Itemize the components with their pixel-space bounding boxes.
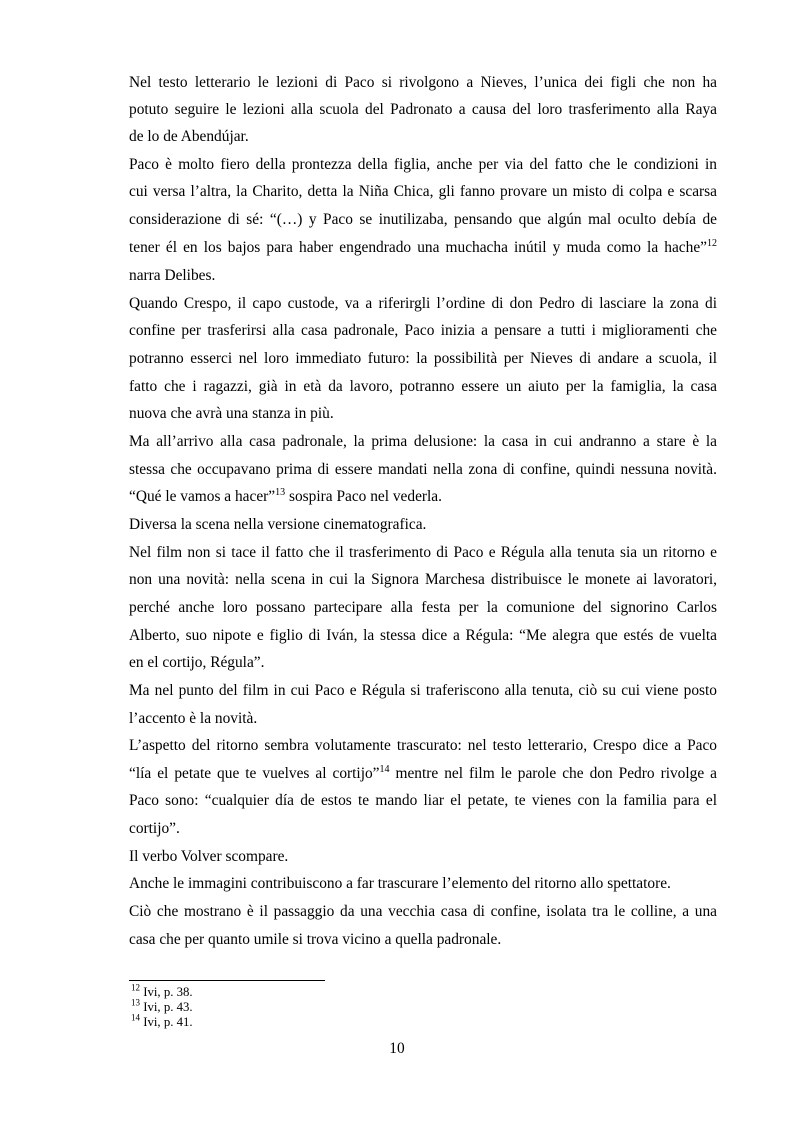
text-line: casa che per quanto umile si trova vicino a quella padronale.	[129, 931, 502, 948]
footnote-number: 12	[131, 982, 140, 993]
text-line: cui versa l’altra, la Charito, detta la Niña Chica, gli fanno provare un misto di colpa e scarsa	[129, 183, 717, 200]
text-line: Alberto, suo nipote e figlio di Iván, la stessa dice a Régula: “Me alegra que estés de vuelta	[129, 627, 717, 644]
text-line: Ma all’arrivo alla casa padronale, la prima delusione: la casa in cui andranno a stare è la	[129, 433, 717, 450]
text-line: fatto che i ragazzi, già in età da lavoro, potranno essere un aiuto per la famiglia, la casa	[129, 378, 717, 395]
text-line: Il verbo Volver scompare.	[129, 848, 289, 865]
footnote-number: 14	[131, 1012, 140, 1023]
text-line: Paco è molto fiero della prontezza della figlia, anche per via del fatto che le condizioni in	[129, 156, 717, 173]
text-line: Ciò che mostrano è il passaggio da una vecchia casa di confine, isolata tra le colline, a una	[129, 903, 717, 920]
text-line: de lo de Abendújar.	[129, 128, 249, 145]
footnote-ref: 13	[275, 486, 286, 498]
footnote-ref: 12	[707, 237, 717, 249]
footnote-text: Ivi, p. 38.	[140, 985, 193, 999]
text-line	[129, 237, 717, 259]
footnote-number: 13	[131, 997, 140, 1008]
text-line: Anche le immagini contribuiscono a far trascurare l’elemento del ritorno allo spettatore.	[129, 875, 671, 892]
text-line: nuova che avrà una stanza in più.	[129, 405, 334, 422]
text-line: potuto seguire le lezioni alla scuola del Padronato a causa del loro trasferimento alla Raya	[129, 101, 717, 118]
text-line: Ma nel punto del film in cui Paco e Régula si traferiscono alla tenuta, ciò su cui viene posto	[129, 682, 717, 699]
text-line: confine per trasferirsi alla casa padronale, Paco inizia a pensare a tutti i miglioramenti che	[129, 322, 717, 339]
text-line: Paco sono: “cualquier día de estos te mando liar el petate, te vienes con la familia para el	[129, 792, 717, 809]
text-line: Nel testo letterario le lezioni di Paco si rivolgono a Nieves, l’unica dei figli che non ha	[129, 74, 717, 91]
footnote-text: Ivi, p. 41.	[140, 1015, 193, 1029]
footnote	[131, 997, 193, 1014]
footnote-ref: 14	[379, 763, 390, 775]
text-segment: “lía el petate que te vuelves al cortijo”	[129, 765, 380, 782]
text-line: perché anche loro possano partecipare alla festa per la comunione del signorino Carlos	[129, 599, 717, 616]
text-line: Quando Crespo, il capo custode, va a riferirgli l’ordine di don Pedro di lasciare la zona di	[129, 295, 717, 312]
page-number: 10	[389, 1040, 405, 1057]
footnote	[131, 1012, 193, 1029]
text-line: L’aspetto del ritorno sembra volutamente trascurato: nel testo letterario, Crespo dice a Paco	[129, 737, 717, 754]
text-line: non una novità: nella scena in cui la Signora Marchesa distribuisce le monete ai lavoratori,	[129, 571, 717, 588]
text-segment: mentre nel film le parole che don Pedro rivolge a	[389, 765, 717, 782]
footnote	[131, 982, 193, 999]
text-line: potranno esserci nel loro immediato futuro: la possibilità per Nieves di andare a scuola, il	[129, 350, 717, 367]
text-line: considerazione di sé: “(…) y Paco se inutilizaba, pensando que algún mal oculto debía de	[129, 211, 717, 228]
text-line	[129, 486, 442, 508]
footnote-text: Ivi, p. 43.	[140, 1000, 193, 1014]
text-line: l’accento è la novità.	[129, 710, 258, 727]
text-line	[129, 763, 717, 785]
text-segment: sospira Paco nel vederla.	[285, 488, 442, 505]
text-segment: “Qué le vamos a hacer”	[129, 488, 276, 505]
text-line: stessa che occupavano prima di essere mandati nella zona di confine, quindi nessuna novità.	[129, 461, 717, 478]
text-line: Diversa la scena nella versione cinematografica.	[129, 516, 427, 533]
text-line: Nel film non si tace il fatto che il trasferimento di Paco e Régula alla tenuta sia un ritorno e	[129, 544, 717, 561]
footnote-separator	[129, 980, 325, 981]
text-segment: tener él en los bajos para haber engendrado una muchacha inútil y muda como la hache”	[129, 239, 707, 256]
text-line: cortijo”.	[129, 820, 180, 837]
text-line: narra Delibes.	[129, 267, 216, 284]
text-line: en el cortijo, Régula”.	[129, 654, 265, 671]
